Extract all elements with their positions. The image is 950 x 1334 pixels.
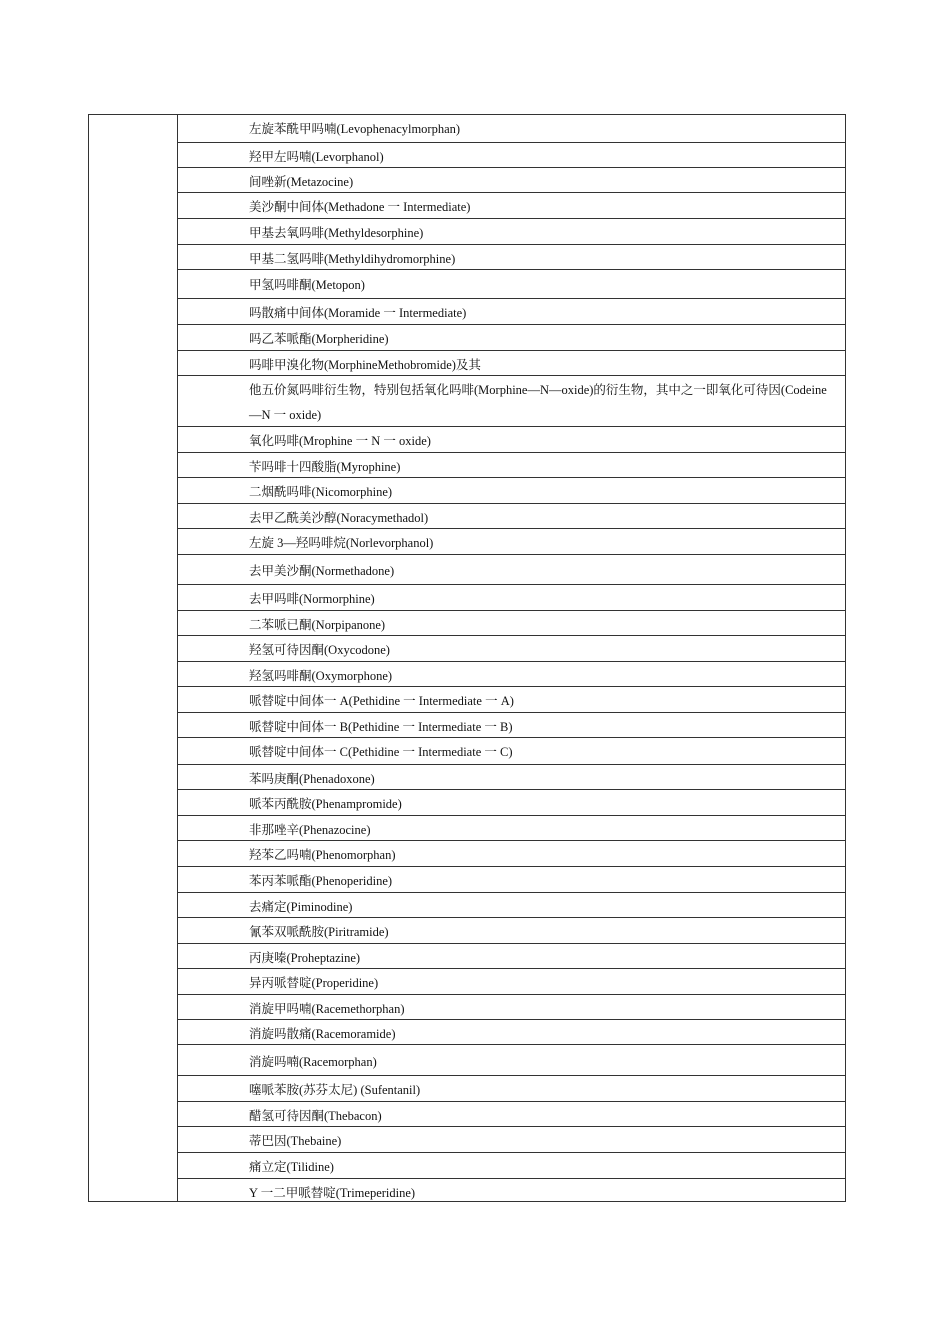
table-row (178, 350, 845, 375)
table-row (178, 1152, 845, 1178)
drug-name-cell: 噻哌苯胺(苏芬太尼) (Sufentanil) (249, 1083, 421, 1097)
table-row (178, 892, 845, 917)
drug-name-cell: 羟甲左吗喃(Levorphanol) (249, 150, 384, 164)
table-row (178, 426, 845, 452)
drug-name-cell: 消旋吗散痛(Racemoramide) (249, 1027, 396, 1041)
drug-name-cell: 美沙酮中间体(Methadone 一 Intermediate) (249, 200, 471, 214)
drug-name-cell: 消旋甲吗喃(Racemethorphan) (249, 1002, 405, 1016)
drug-name-cell: 甲基二氢吗啡(Methyldihydromorphine) (249, 252, 456, 266)
table-row (178, 375, 845, 426)
table-row (178, 1075, 845, 1101)
table-row (178, 1019, 845, 1044)
drug-name-cell: 间唑新(Metazocine) (249, 175, 354, 189)
table-row (178, 815, 845, 840)
table-row (178, 968, 845, 994)
drug-name-cell: Y 一二甲哌替啶(Trimeperidine) (249, 1186, 416, 1200)
table-row (178, 610, 845, 635)
drug-name-cell: 哌苯丙酰胺(Phenampromide) (249, 797, 402, 811)
drug-name-cell: 羟氢可待因酮(Oxycodone) (249, 643, 390, 657)
table-row (178, 324, 845, 349)
drug-name-cell: 哌替啶中间体一 A(Pethidine 一 Intermediate 一 A) (249, 694, 514, 708)
table-row (178, 192, 845, 218)
table-rows (178, 115, 845, 1201)
table-row (178, 142, 845, 167)
drug-name-cell: 苯吗庚酮(Phenadoxone) (249, 772, 375, 786)
table-row (178, 661, 845, 686)
drug-name-cell: 二烟酰吗啡(Nicomorphine) (249, 485, 393, 499)
table-row (178, 244, 845, 269)
table-row (178, 167, 845, 192)
drug-name-cell: 他五价氮吗啡衍生物，特别包括氧化吗啡(Morphine—N—oxide)的衍生物，其中之一即氧化可待因(Codeine—N 一 oxide) (249, 383, 827, 422)
table-row (178, 737, 845, 764)
table-row (178, 635, 845, 661)
drug-name-cell: 羟苯乙吗喃(Phenomorphan) (249, 848, 396, 862)
drug-name-cell: 去甲美沙酮(Normethadone) (249, 564, 395, 578)
table-row (178, 218, 845, 244)
table-row (178, 1126, 845, 1152)
table-row (178, 866, 845, 892)
drug-name-cell: 哌替啶中间体一 C(Pethidine 一 Intermediate 一 C) (249, 745, 513, 759)
drug-name-cell: 痛立定(Tilidine) (249, 1160, 334, 1174)
drug-name-cell: 异丙哌替啶(Properidine) (249, 976, 379, 990)
drug-name-cell: 吗啡甲溴化物(MorphineMethobromide)及其 (249, 358, 481, 372)
table-row (178, 1044, 845, 1075)
drug-name-cell: 吗散痛中间体(Moramide 一 Intermediate) (249, 306, 467, 320)
drug-name-cell: 甲氢吗啡酮(Metopon) (249, 278, 365, 292)
drug-name-cell: 氰苯双哌酰胺(Piritramide) (249, 925, 389, 939)
table-row (178, 1101, 845, 1126)
drug-name-cell: 苯丙苯哌酯(Phenoperidine) (249, 874, 393, 888)
table-row (178, 452, 845, 477)
drug-name-cell: 丙庚嗪(Proheptazine) (249, 951, 361, 965)
table-row (178, 917, 845, 943)
table-row (178, 994, 845, 1019)
drug-name-cell: 非那唑辛(Phenazocine) (249, 823, 371, 837)
table-row (178, 477, 845, 503)
table-row (178, 503, 845, 528)
drug-name-cell: 苄吗啡十四酸脂(Myrophine) (249, 460, 401, 474)
drug-table (88, 114, 846, 1202)
drug-name-cell: 左旋苯酰甲吗喃(Levophenacylmorphan) (249, 122, 461, 136)
table-row (178, 528, 845, 554)
drug-name-cell: 去痛定(Piminodine) (249, 900, 353, 914)
table-row (178, 686, 845, 712)
table-row (178, 764, 845, 789)
drug-name-cell: 蒂巴因(Thebaine) (249, 1134, 342, 1148)
drug-name-cell: 去甲乙酰美沙醇(Noracymethadol) (249, 511, 429, 525)
drug-name-cell: 去甲吗啡(Normorphine) (249, 592, 375, 606)
drug-name-cell: 吗乙苯哌酯(Morpheridine) (249, 332, 389, 346)
drug-name-cell: 哌替啶中间体一 B(Pethidine 一 Intermediate 一 B) (249, 720, 513, 734)
table-row (178, 269, 845, 298)
table-row (178, 584, 845, 610)
table-row (178, 789, 845, 815)
table-row (178, 712, 845, 737)
table-row (178, 298, 845, 324)
table-row (178, 115, 845, 142)
table-row (178, 1178, 845, 1203)
drug-name-cell: 甲基去氧吗啡(Methyldesorphine) (249, 226, 424, 240)
table-row (178, 840, 845, 866)
drug-name-cell: 左旋 3—羟吗啡烷(Norlevorphanol) (249, 536, 434, 550)
drug-name-cell: 消旋吗喃(Racemorphan) (249, 1055, 377, 1069)
table-row (178, 943, 845, 968)
drug-name-cell: 二苯哌已酮(Norpipanone) (249, 618, 386, 632)
table-row (178, 554, 845, 584)
drug-name-cell: 氧化吗啡(Mrophine 一 N 一 oxide) (249, 434, 431, 448)
table-left-column (89, 115, 178, 1201)
drug-name-cell: 羟氢吗啡酮(Oxymorphone) (249, 669, 393, 683)
drug-name-cell: 醋氢可待因酮(Thebacon) (249, 1109, 382, 1123)
